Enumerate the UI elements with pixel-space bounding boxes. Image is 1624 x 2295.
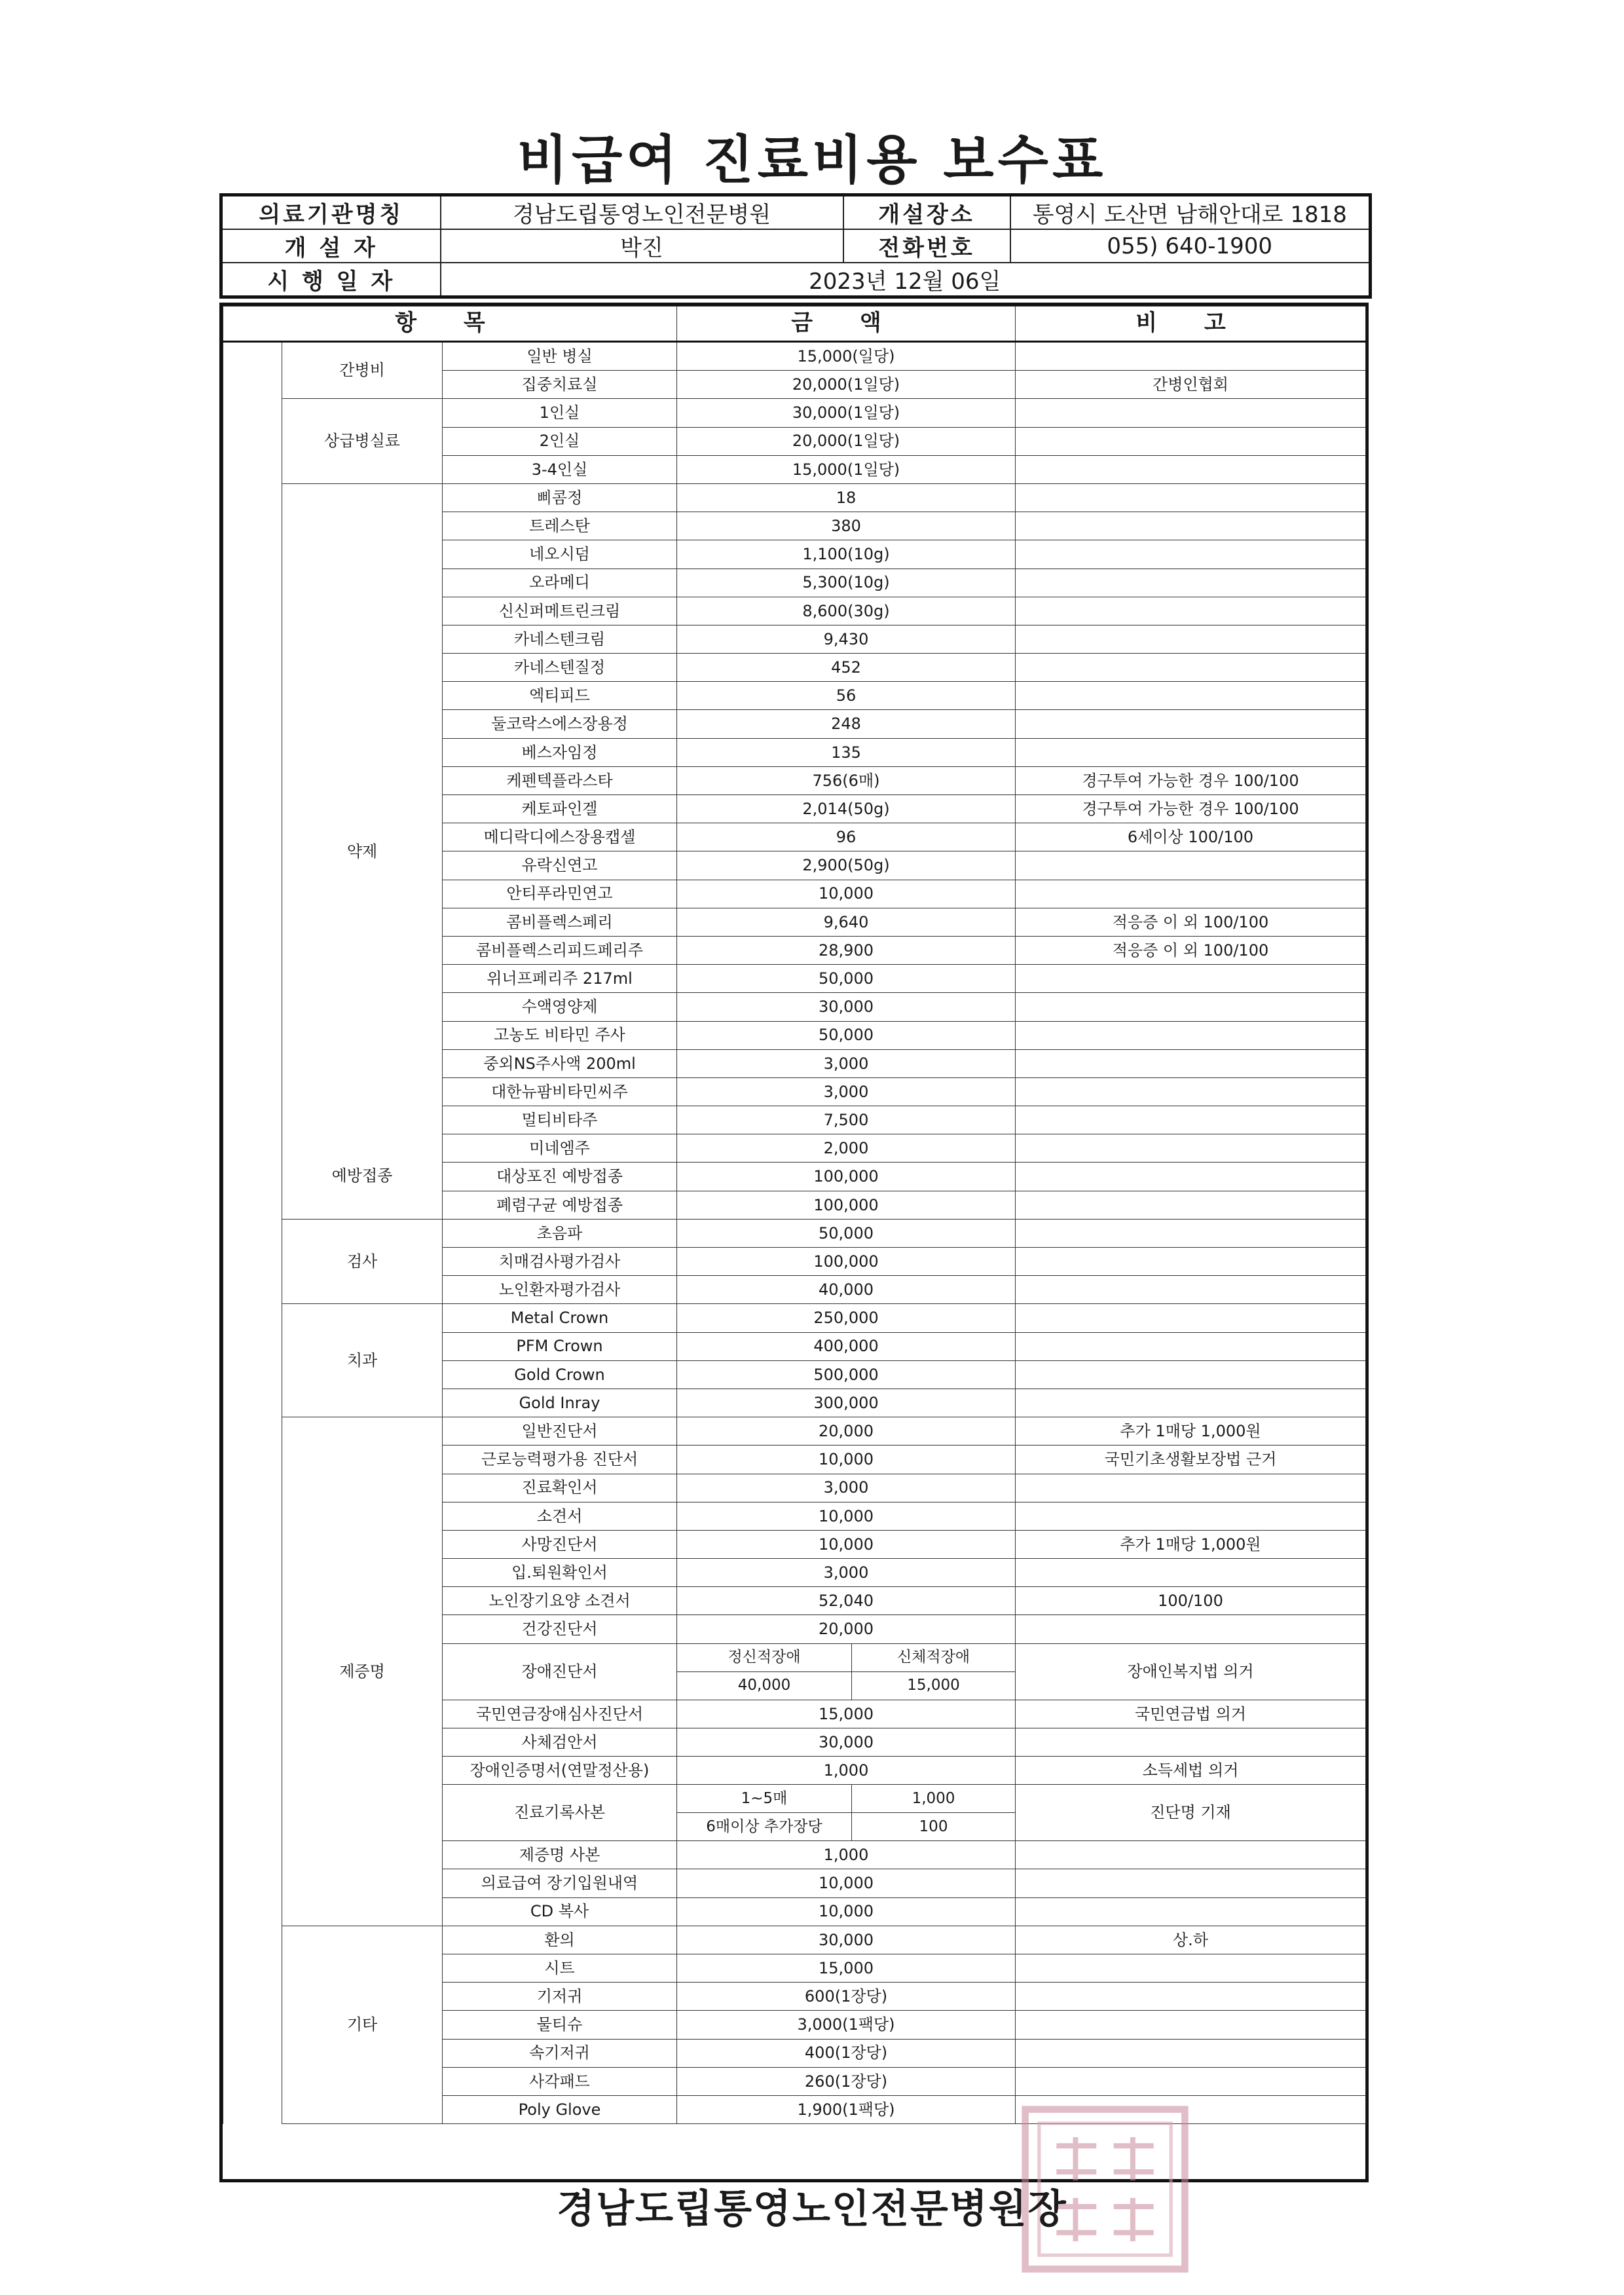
note-value bbox=[1016, 2039, 1366, 2067]
note-value bbox=[1016, 1389, 1366, 1417]
amount-value: 10,000 bbox=[677, 1502, 1016, 1530]
amount-value: 3,000 bbox=[677, 1559, 1016, 1587]
founder-value: 박진 bbox=[441, 229, 843, 263]
amount-value: 9,640 bbox=[677, 908, 1016, 936]
note-value bbox=[1016, 1728, 1366, 1756]
note-value bbox=[1016, 1021, 1366, 1049]
header-amount: 금 액 bbox=[677, 307, 1016, 342]
note-value: 100/100 bbox=[1016, 1587, 1366, 1615]
amount-value: 15,000 bbox=[677, 1954, 1016, 1982]
item-name: 콤비플렉스페리 bbox=[443, 908, 677, 936]
amount-value: 1,000 bbox=[677, 1757, 1016, 1785]
amount-value: 3,000(1팩당) bbox=[677, 2011, 1016, 2039]
note-value bbox=[1016, 1049, 1366, 1077]
amount-value: 500,000 bbox=[677, 1360, 1016, 1389]
amount-value: 8,600(30g) bbox=[677, 597, 1016, 625]
amount-value: 18 bbox=[677, 483, 1016, 512]
item-name: 오라메디 bbox=[443, 569, 677, 597]
note-value bbox=[1016, 1134, 1366, 1163]
note-value bbox=[1016, 1163, 1366, 1191]
amount-value: 3,000 bbox=[677, 1049, 1016, 1077]
amount-value: 52,040 bbox=[677, 1587, 1016, 1615]
item-name: 삐콤정 bbox=[443, 483, 677, 512]
item-name: 시트 bbox=[443, 1954, 677, 1982]
item-name: 초음파 bbox=[443, 1219, 677, 1247]
item-name: 고농도 비타민 주사 bbox=[443, 1021, 677, 1049]
note-value bbox=[1016, 1219, 1366, 1247]
amount-value: 5,300(10g) bbox=[677, 569, 1016, 597]
amount-value: 452 bbox=[677, 654, 1016, 682]
item-name: 1인실 bbox=[443, 399, 677, 427]
location-value: 통영시 도산면 남해안대로 1818 bbox=[1010, 195, 1371, 230]
note-value: 상.하 bbox=[1016, 1926, 1366, 1954]
note-value bbox=[1016, 993, 1366, 1021]
item-name: 케펜텍플라스타 bbox=[443, 766, 677, 794]
amount-value: 756(6매) bbox=[677, 766, 1016, 794]
amount-sub-cell: 40,000 bbox=[677, 1671, 852, 1700]
item-name: 환의 bbox=[443, 1926, 677, 1954]
amount-value: 20,000 bbox=[677, 1615, 1016, 1643]
table-row bbox=[223, 1219, 1366, 1247]
amount-value: 260(1장당) bbox=[677, 2067, 1016, 2095]
amount-value: 40,000 bbox=[677, 1276, 1016, 1304]
note-value: 소득세법 의거 bbox=[1016, 1757, 1366, 1785]
amount-value: 2,014(50g) bbox=[677, 795, 1016, 823]
amount-value: 100,000 bbox=[677, 1163, 1016, 1191]
item-name: Poly Glove bbox=[443, 2095, 677, 2123]
amount-value: 1,900(1팩당) bbox=[677, 2095, 1016, 2123]
amount-value: 50,000 bbox=[677, 1219, 1016, 1247]
table-row bbox=[223, 399, 1366, 427]
item-name: 3-4인실 bbox=[443, 455, 677, 483]
item-name: 미네엠주 bbox=[443, 1134, 677, 1163]
amount-sub-cell: 6매이상 추가장당 bbox=[677, 1813, 852, 1841]
item-name: 일반진단서 bbox=[443, 1417, 677, 1446]
note-value bbox=[1016, 1502, 1366, 1530]
amount-value: 50,000 bbox=[677, 965, 1016, 993]
item-name: 진료기록사본 bbox=[443, 1785, 677, 1841]
item-name: 수액영양제 bbox=[443, 993, 677, 1021]
item-name: 소견서 bbox=[443, 1502, 677, 1530]
item-name: 기저귀 bbox=[443, 1983, 677, 2011]
note-value bbox=[1016, 1106, 1366, 1134]
amount-sub-cell: 정신적장애 bbox=[677, 1643, 852, 1671]
amount-value: 30,000 bbox=[677, 993, 1016, 1021]
note-value: 추가 1매당 1,000원 bbox=[1016, 1417, 1366, 1446]
amount-value: 20,000(1일당) bbox=[677, 427, 1016, 455]
table-row bbox=[223, 1304, 1366, 1332]
amount-value: 3,000 bbox=[677, 1077, 1016, 1106]
item-name: 유락신연고 bbox=[443, 851, 677, 880]
note-value bbox=[1016, 512, 1366, 540]
institution-info-table bbox=[219, 193, 1372, 299]
item-name: 안티푸라민연고 bbox=[443, 880, 677, 908]
phone-label: 전화번호 bbox=[843, 229, 1010, 263]
amount-value: 100,000 bbox=[677, 1248, 1016, 1276]
note-value bbox=[1016, 880, 1366, 908]
note-value: 진단명 기재 bbox=[1016, 1785, 1366, 1841]
item-name: 폐렴구균 예방접종 bbox=[443, 1191, 677, 1219]
item-name: 케토파인겔 bbox=[443, 795, 677, 823]
location-label: 개설장소 bbox=[843, 195, 1010, 230]
item-name: 노인환자평가검사 bbox=[443, 1276, 677, 1304]
fee-table-header bbox=[223, 307, 1366, 342]
item-name: 장애진단서 bbox=[443, 1643, 677, 1700]
item-name: 사체검안서 bbox=[443, 1728, 677, 1756]
note-value bbox=[1016, 540, 1366, 569]
item-name: 중외NS주사액 200ml bbox=[443, 1049, 677, 1077]
note-value bbox=[1016, 1897, 1366, 1926]
item-name: 물티슈 bbox=[443, 2011, 677, 2039]
amount-value: 9,430 bbox=[677, 625, 1016, 653]
note-value bbox=[1016, 1474, 1366, 1502]
note-value: 경구투여 가능한 경우 100/100 bbox=[1016, 795, 1366, 823]
item-name: 카네스텐크림 bbox=[443, 625, 677, 653]
note-value bbox=[1016, 2011, 1366, 2039]
note-value: 추가 1매당 1,000원 bbox=[1016, 1530, 1366, 1558]
item-name: 신신퍼메트린크림 bbox=[443, 597, 677, 625]
amount-value: 248 bbox=[677, 710, 1016, 738]
category-label: 치과 bbox=[282, 1304, 443, 1417]
group-spacer bbox=[223, 1219, 282, 1304]
amount-value: 2,900(50g) bbox=[677, 851, 1016, 880]
fee-table-body bbox=[223, 307, 1366, 2124]
phone-value: 055) 640-1900 bbox=[1010, 229, 1371, 263]
fee-table-frame bbox=[219, 303, 1369, 2182]
item-name: 노인장기요양 소견서 bbox=[443, 1587, 677, 1615]
note-value bbox=[1016, 1869, 1366, 1897]
item-name: 2인실 bbox=[443, 427, 677, 455]
note-value bbox=[1016, 342, 1366, 371]
amount-value: 30,000 bbox=[677, 1728, 1016, 1756]
document-title: 비급여 진료비용 보수표 bbox=[517, 130, 1107, 191]
institution-label: 의료기관명칭 bbox=[221, 195, 441, 230]
note-value bbox=[1016, 738, 1366, 766]
fee-table bbox=[223, 306, 1366, 2124]
amount-value: 7,500 bbox=[677, 1106, 1016, 1134]
note-value bbox=[1016, 455, 1366, 483]
note-value: 국민기초생활보장법 근거 bbox=[1016, 1446, 1366, 1474]
note-value bbox=[1016, 1191, 1366, 1219]
amount-sub-cell: 100 bbox=[852, 1813, 1016, 1841]
group-spacer bbox=[223, 399, 282, 484]
item-name: Gold Inray bbox=[443, 1389, 677, 1417]
date-value: 2023년 12월 06일 bbox=[441, 263, 1371, 297]
item-name: 대한뉴팜비타민씨주 bbox=[443, 1077, 677, 1106]
note-value bbox=[1016, 1077, 1366, 1106]
group-spacer bbox=[223, 1417, 282, 1926]
amount-value: 30,000 bbox=[677, 1926, 1016, 1954]
amount-value: 135 bbox=[677, 738, 1016, 766]
item-name: 장애인증명서(연말정산용) bbox=[443, 1757, 677, 1785]
amount-value: 10,000 bbox=[677, 1446, 1016, 1474]
category-label-text: 약제 bbox=[346, 842, 378, 861]
item-name: 의료급여 장기입원내역 bbox=[443, 1869, 677, 1897]
category-label: 제증명 bbox=[282, 1417, 443, 1926]
note-value: 적응증 이 외 100/100 bbox=[1016, 908, 1366, 936]
item-name: 트레스탄 bbox=[443, 512, 677, 540]
amount-value: 400,000 bbox=[677, 1332, 1016, 1360]
note-value: 6세이상 100/100 bbox=[1016, 823, 1366, 851]
amount-value: 28,900 bbox=[677, 936, 1016, 964]
amount-value: 600(1장당) bbox=[677, 1983, 1016, 2011]
item-name: 멀티비타주 bbox=[443, 1106, 677, 1134]
item-name: 근로능력평가용 진단서 bbox=[443, 1446, 677, 1474]
note-value bbox=[1016, 1276, 1366, 1304]
header-note: 비 고 bbox=[1016, 307, 1366, 342]
amount-value: 250,000 bbox=[677, 1304, 1016, 1332]
item-name: 네오시덤 bbox=[443, 540, 677, 569]
institution-name: 경남도립통영노인전문병원 bbox=[441, 195, 843, 230]
note-value: 간병인협회 bbox=[1016, 371, 1366, 399]
table-row bbox=[223, 483, 1366, 512]
amount-value: 10,000 bbox=[677, 1530, 1016, 1558]
item-name: 제증명 사본 bbox=[443, 1841, 677, 1869]
group-spacer bbox=[223, 342, 282, 399]
note-value bbox=[1016, 399, 1366, 427]
amount-value: 10,000 bbox=[677, 1897, 1016, 1926]
note-value: 국민연금법 의거 bbox=[1016, 1700, 1366, 1728]
note-value: 적응증 이 외 100/100 bbox=[1016, 936, 1366, 964]
note-value bbox=[1016, 851, 1366, 880]
table-row bbox=[223, 1926, 1366, 1954]
item-name: Metal Crown bbox=[443, 1304, 677, 1332]
group-spacer bbox=[223, 483, 282, 1219]
category-label bbox=[282, 483, 443, 1219]
note-value bbox=[1016, 1332, 1366, 1360]
note-value: 장애인복지법 의거 bbox=[1016, 1643, 1366, 1700]
item-name: 메디락디에스장용캡셀 bbox=[443, 823, 677, 851]
date-label: 시 행 일 자 bbox=[221, 263, 441, 297]
item-name: 입.퇴원확인서 bbox=[443, 1559, 677, 1587]
note-value: 경구투여 가능한 경우 100/100 bbox=[1016, 766, 1366, 794]
item-name: PFM Crown bbox=[443, 1332, 677, 1360]
note-value bbox=[1016, 654, 1366, 682]
amount-value: 56 bbox=[677, 682, 1016, 710]
item-name: CD 복사 bbox=[443, 1897, 677, 1926]
item-name: 일반 병실 bbox=[443, 342, 677, 371]
item-name: 카네스텐질정 bbox=[443, 654, 677, 682]
amount-value: 20,000 bbox=[677, 1417, 1016, 1446]
note-value bbox=[1016, 1954, 1366, 1982]
amount-sub-cell: 1,000 bbox=[852, 1785, 1016, 1813]
table-row bbox=[223, 1417, 1366, 1446]
amount-value: 1,100(10g) bbox=[677, 540, 1016, 569]
note-value bbox=[1016, 1841, 1366, 1869]
amount-value: 1,000 bbox=[677, 1841, 1016, 1869]
amount-value: 300,000 bbox=[677, 1389, 1016, 1417]
info-row-institution bbox=[221, 195, 1371, 230]
amount-value: 96 bbox=[677, 823, 1016, 851]
info-row-date bbox=[221, 263, 1371, 297]
item-name: 대상포진 예방접종 bbox=[443, 1163, 677, 1191]
note-value bbox=[1016, 1615, 1366, 1643]
amount-value: 20,000(1일당) bbox=[677, 371, 1016, 399]
amount-sub-cell: 15,000 bbox=[852, 1671, 1016, 1700]
category-label: 검사 bbox=[282, 1219, 443, 1304]
item-name: 건강진단서 bbox=[443, 1615, 677, 1643]
amount-value: 15,000 bbox=[677, 1700, 1016, 1728]
table-row bbox=[223, 342, 1366, 371]
header-item: 항 목 bbox=[223, 307, 677, 342]
item-name: 둘코락스에스장용정 bbox=[443, 710, 677, 738]
item-name: Gold Crown bbox=[443, 1360, 677, 1389]
item-name: 사망진단서 bbox=[443, 1530, 677, 1558]
note-value bbox=[1016, 597, 1366, 625]
note-value bbox=[1016, 1304, 1366, 1332]
note-value bbox=[1016, 710, 1366, 738]
item-name: 집중치료실 bbox=[443, 371, 677, 399]
item-name: 사각패드 bbox=[443, 2067, 677, 2095]
item-name: 치매검사평가검사 bbox=[443, 1248, 677, 1276]
category-label: 상급병실료 bbox=[282, 399, 443, 484]
group-spacer bbox=[223, 1304, 282, 1417]
founder-label: 개 설 자 bbox=[221, 229, 441, 263]
item-name: 베스자임정 bbox=[443, 738, 677, 766]
amount-value: 15,000(1일당) bbox=[677, 455, 1016, 483]
item-name: 속기저귀 bbox=[443, 2039, 677, 2067]
note-value bbox=[1016, 1983, 1366, 2011]
item-name: 위너프페리주 217ml bbox=[443, 965, 677, 993]
amount-sub-cell: 신체적장애 bbox=[852, 1643, 1016, 1671]
amount-value: 50,000 bbox=[677, 1021, 1016, 1049]
item-name: 진료확인서 bbox=[443, 1474, 677, 1502]
item-name: 콤비플렉스리피드페리주 bbox=[443, 936, 677, 964]
item-name: 엑티피드 bbox=[443, 682, 677, 710]
note-value bbox=[1016, 427, 1366, 455]
note-value bbox=[1016, 625, 1366, 653]
category-label: 기타 bbox=[282, 1926, 443, 2123]
amount-value: 15,000(일당) bbox=[677, 342, 1016, 371]
amount-value: 2,000 bbox=[677, 1134, 1016, 1163]
note-value bbox=[1016, 1559, 1366, 1587]
note-value bbox=[1016, 682, 1366, 710]
amount-value: 10,000 bbox=[677, 1869, 1016, 1897]
amount-sub-cell: 1~5매 bbox=[677, 1785, 852, 1813]
group-spacer bbox=[223, 1926, 282, 2123]
category-label: 간병비 bbox=[282, 342, 443, 399]
footer-signature: 경남도립통영노인전문병원장 bbox=[557, 2186, 1067, 2232]
note-value bbox=[1016, 483, 1366, 512]
category-label-secondary: 예방접종 bbox=[331, 1166, 393, 1185]
amount-value: 400(1장당) bbox=[677, 2039, 1016, 2067]
amount-value: 100,000 bbox=[677, 1191, 1016, 1219]
amount-value: 3,000 bbox=[677, 1474, 1016, 1502]
note-value bbox=[1016, 1248, 1366, 1276]
note-value bbox=[1016, 965, 1366, 993]
note-value bbox=[1016, 569, 1366, 597]
amount-value: 30,000(1일당) bbox=[677, 399, 1016, 427]
note-value bbox=[1016, 1360, 1366, 1389]
info-row-founder bbox=[221, 229, 1371, 263]
amount-value: 10,000 bbox=[677, 880, 1016, 908]
note-value bbox=[1016, 2067, 1366, 2095]
item-name: 국민연금장애심사진단서 bbox=[443, 1700, 677, 1728]
amount-value: 380 bbox=[677, 512, 1016, 540]
